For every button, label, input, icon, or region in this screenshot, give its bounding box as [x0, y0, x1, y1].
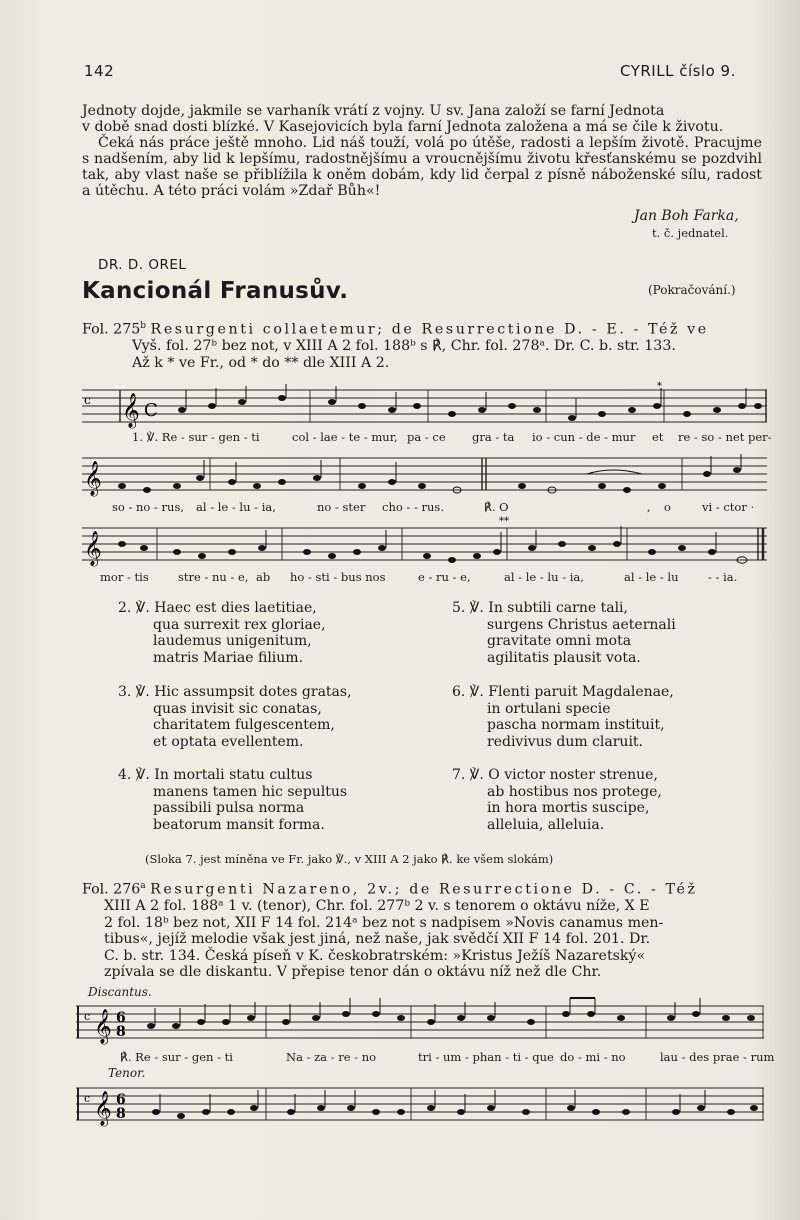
- journal-header: CYRILL číslo 9.: [620, 62, 736, 80]
- music-staff-1: [82, 381, 767, 428]
- verse-line: Haec est dies laetitiae,: [154, 600, 317, 616]
- svg-text:6: 6: [116, 1092, 126, 1108]
- lyric: do - mi - no: [560, 1050, 626, 1064]
- verse-line: ab hostibus nos protege,: [487, 783, 662, 800]
- continued-note: (Pokračování.): [648, 283, 736, 297]
- svg-text:*: *: [657, 381, 662, 392]
- lyric: io - cun - de - mur: [532, 430, 636, 444]
- folio-line: zpívala se dle diskantu. V přepise tenor dán o oktávu níž než dle Chr.: [104, 964, 602, 981]
- lyric: re - so - net per-: [678, 430, 772, 444]
- lyric: al - le - lu - ia,: [504, 570, 584, 584]
- folio-line: tibus«, jejíž melodie však jest jiná, než naše, jak svědčí XII F 14 fol. 201. Dr.: [104, 931, 651, 948]
- intro-line: v době snad dosti blízké. V Kasejovicích byla farní Jednota založena a má se čile k životu.: [82, 119, 724, 135]
- verse-line: beatorum mansit forma.: [153, 816, 325, 833]
- lyric: 1. ℣. Re - sur - gen - ti: [132, 430, 260, 444]
- verse-line: pascha normam instituit,: [487, 717, 665, 733]
- lyric: al - le - lu: [624, 570, 679, 584]
- folio-275: [82, 318, 762, 371]
- verse-2: [118, 600, 326, 666]
- lyric: gra - ta: [472, 430, 515, 444]
- verse-number: 7. ℣.: [452, 767, 484, 783]
- folio-incipit: Resurgenti Nazareno, 2v.; de Resurrectione D. - C. - Též: [150, 881, 698, 898]
- verse-line: charitatem fulgescentem,: [153, 717, 335, 733]
- lyric: mor - tis: [100, 570, 149, 584]
- verse-note: (Sloka 7. jest míněna ve Fr. jako ℣., v XIII A 2 jako ℟. ke všem slokám): [145, 852, 554, 866]
- intro-paragraph: Čeká nás práce ještě mnoho. Lid náš touží, volá po útěše, radosti a lepším životě. Pracujme s nadšením, aby lid k lepšímu, radostnějšímu a vroucnějšímu životu křesťanskému se pozdvihl tak, aby vlast naše se přiblížila k oněm dobám, kdy lid čerpal z písně náboženské sílu, radost a útěchu. A této práci volám »Zdař Bůh«!: [82, 135, 762, 199]
- verse-7: [452, 767, 662, 833]
- svg-text:8: 8: [116, 1106, 126, 1122]
- lyric: ab: [256, 570, 271, 584]
- verse-number: 4. ℣.: [118, 767, 150, 783]
- verse-5: [452, 600, 676, 666]
- svg-text:𝄞: 𝄞: [122, 393, 140, 428]
- lyric: col - lae - te - mur,: [292, 430, 398, 444]
- verse-line: In mortali statu cultus: [154, 767, 313, 783]
- lyric: ℟. O: [484, 500, 509, 514]
- verse-line: In subtili carne tali,: [488, 600, 628, 616]
- lyric: - - ia.: [708, 570, 738, 584]
- lyric: vi - ctor ·: [702, 500, 755, 514]
- verse-line: redivivus dum claruit.: [487, 733, 643, 750]
- verse-line: passibili pulsa norma: [153, 800, 305, 816]
- folio-line: C. b. str. 134. Česká píseň v K. českobratrském: »Kristus Ježíš Nazaretský«: [104, 947, 646, 964]
- discantus-staff: [76, 998, 766, 1044]
- folio-line: 2 fol. 18ᵇ bez not, XII F 14 fol. 214ᵃ bez not s nadpisem »Novis canamus men-: [104, 914, 664, 931]
- svg-text:C: C: [144, 400, 158, 421]
- intro-text: [82, 103, 762, 199]
- lyric: o: [664, 500, 671, 514]
- verse-line: laudemus unigenitum,: [153, 633, 312, 649]
- folio-sup: a: [140, 881, 146, 891]
- svg-text:c: c: [84, 393, 91, 407]
- verse-number: 5. ℣.: [452, 600, 484, 616]
- verse-line: matris Mariae filium.: [153, 649, 304, 666]
- folio-sup: b: [140, 321, 147, 331]
- article-title: Kancionál Franusův.: [82, 278, 349, 304]
- lyric: tri - um - phan - ti - que: [418, 1050, 554, 1064]
- svg-text:𝄞: 𝄞: [84, 461, 102, 496]
- lyric: lau - des prae - rum: [660, 1050, 775, 1064]
- verse-line: gravitate omni mota: [487, 633, 632, 649]
- lyric: stre - nu - e,: [178, 570, 249, 584]
- page-number: 142: [84, 62, 115, 80]
- verse-line: in hora mortis suscipe,: [487, 800, 650, 816]
- svg-text:c: c: [84, 1010, 91, 1023]
- verse-line: Flenti paruit Magdalenae,: [488, 684, 674, 700]
- lyric: ,: [647, 500, 651, 514]
- verse-line: alleluia, alleluia.: [487, 816, 605, 833]
- svg-text:**: **: [499, 516, 509, 527]
- verse-3: [118, 684, 352, 750]
- music-staff-3: [82, 516, 767, 566]
- svg-text:6: 6: [116, 1010, 126, 1026]
- verse-line: surgens Christus aeternali: [487, 616, 676, 633]
- verse-6: [452, 684, 674, 750]
- verse-line: qua surrexit rex gloriae,: [153, 616, 326, 633]
- verse-4: [118, 767, 347, 833]
- folio-line: Vyš. fol. 27ᵇ bez not, v XIII A 2 fol. 188ᵇ s ℟, Chr. fol. 278ᵃ. Dr. C. b. str. 133.: [132, 338, 676, 355]
- lyric: ℟. Re - sur - gen - ti: [120, 1050, 233, 1064]
- verse-line: et optata evellentem.: [153, 733, 304, 750]
- verse-line: O victor noster strenue,: [488, 767, 658, 783]
- lyric: Na - za - re - no: [286, 1050, 377, 1064]
- verse-line: Hic assumpsit dotes gratas,: [154, 684, 352, 700]
- svg-text:𝄞: 𝄞: [94, 1091, 112, 1126]
- folio-line: XIII A 2 fol. 188ᵃ 1 v. (tenor), Chr. fol. 277ᵇ 2 v. s tenorem o oktávu níže, X E: [104, 898, 650, 915]
- verse-number: 2. ℣.: [118, 600, 150, 616]
- svg-text:𝄞: 𝄞: [84, 531, 102, 566]
- lyric: pa - ce: [407, 430, 446, 444]
- discantus-label: Discantus.: [88, 985, 152, 999]
- article-author: DR. D. OREL: [98, 257, 187, 273]
- music-staff-2: [82, 452, 767, 494]
- tenor-staff: [76, 1080, 766, 1126]
- verse-line: in ortulani specie: [487, 700, 611, 717]
- lyric: ho - sti - bus nos: [290, 570, 386, 584]
- verse-number: 3. ℣.: [118, 684, 150, 700]
- verse-number: 6. ℣.: [452, 684, 484, 700]
- svg-text:8: 8: [116, 1024, 126, 1040]
- lyric: no - ster: [317, 500, 366, 514]
- lyric: cho - - rus.: [382, 500, 444, 514]
- folio-276: [82, 878, 762, 981]
- lyric: al - le - lu - ia,: [196, 500, 276, 514]
- verse-line: quas invisit sic conatas,: [153, 700, 322, 717]
- lyric: et: [652, 430, 664, 444]
- verse-line: agilitatis plausit vota.: [487, 649, 641, 666]
- svg-text:c: c: [84, 1092, 91, 1105]
- intro-line: Jednoty dojde, jakmile se varhaník vrátí z vojny. U sv. Jana založí se farní Jednota: [82, 103, 665, 119]
- signature: Jan Boh Farka,: [634, 208, 739, 224]
- folio-line: Až k * ve Fr., od * do ** dle XIII A 2.: [132, 354, 390, 371]
- signature-title: t. č. jednatel.: [652, 226, 729, 240]
- folio-label: Fol. 276: [82, 881, 141, 898]
- lyric: e - ru - e,: [418, 570, 471, 584]
- lyric: so - no - rus,: [112, 500, 185, 514]
- svg-text:𝄞: 𝄞: [94, 1009, 112, 1044]
- folio-incipit: Resurgenti collaetemur; de Resurrectione D. - E. - Též ve: [150, 321, 709, 338]
- folio-label: Fol. 275: [82, 321, 141, 338]
- verse-line: manens tamen hic sepultus: [153, 783, 348, 800]
- tenor-label: Tenor.: [108, 1066, 146, 1080]
